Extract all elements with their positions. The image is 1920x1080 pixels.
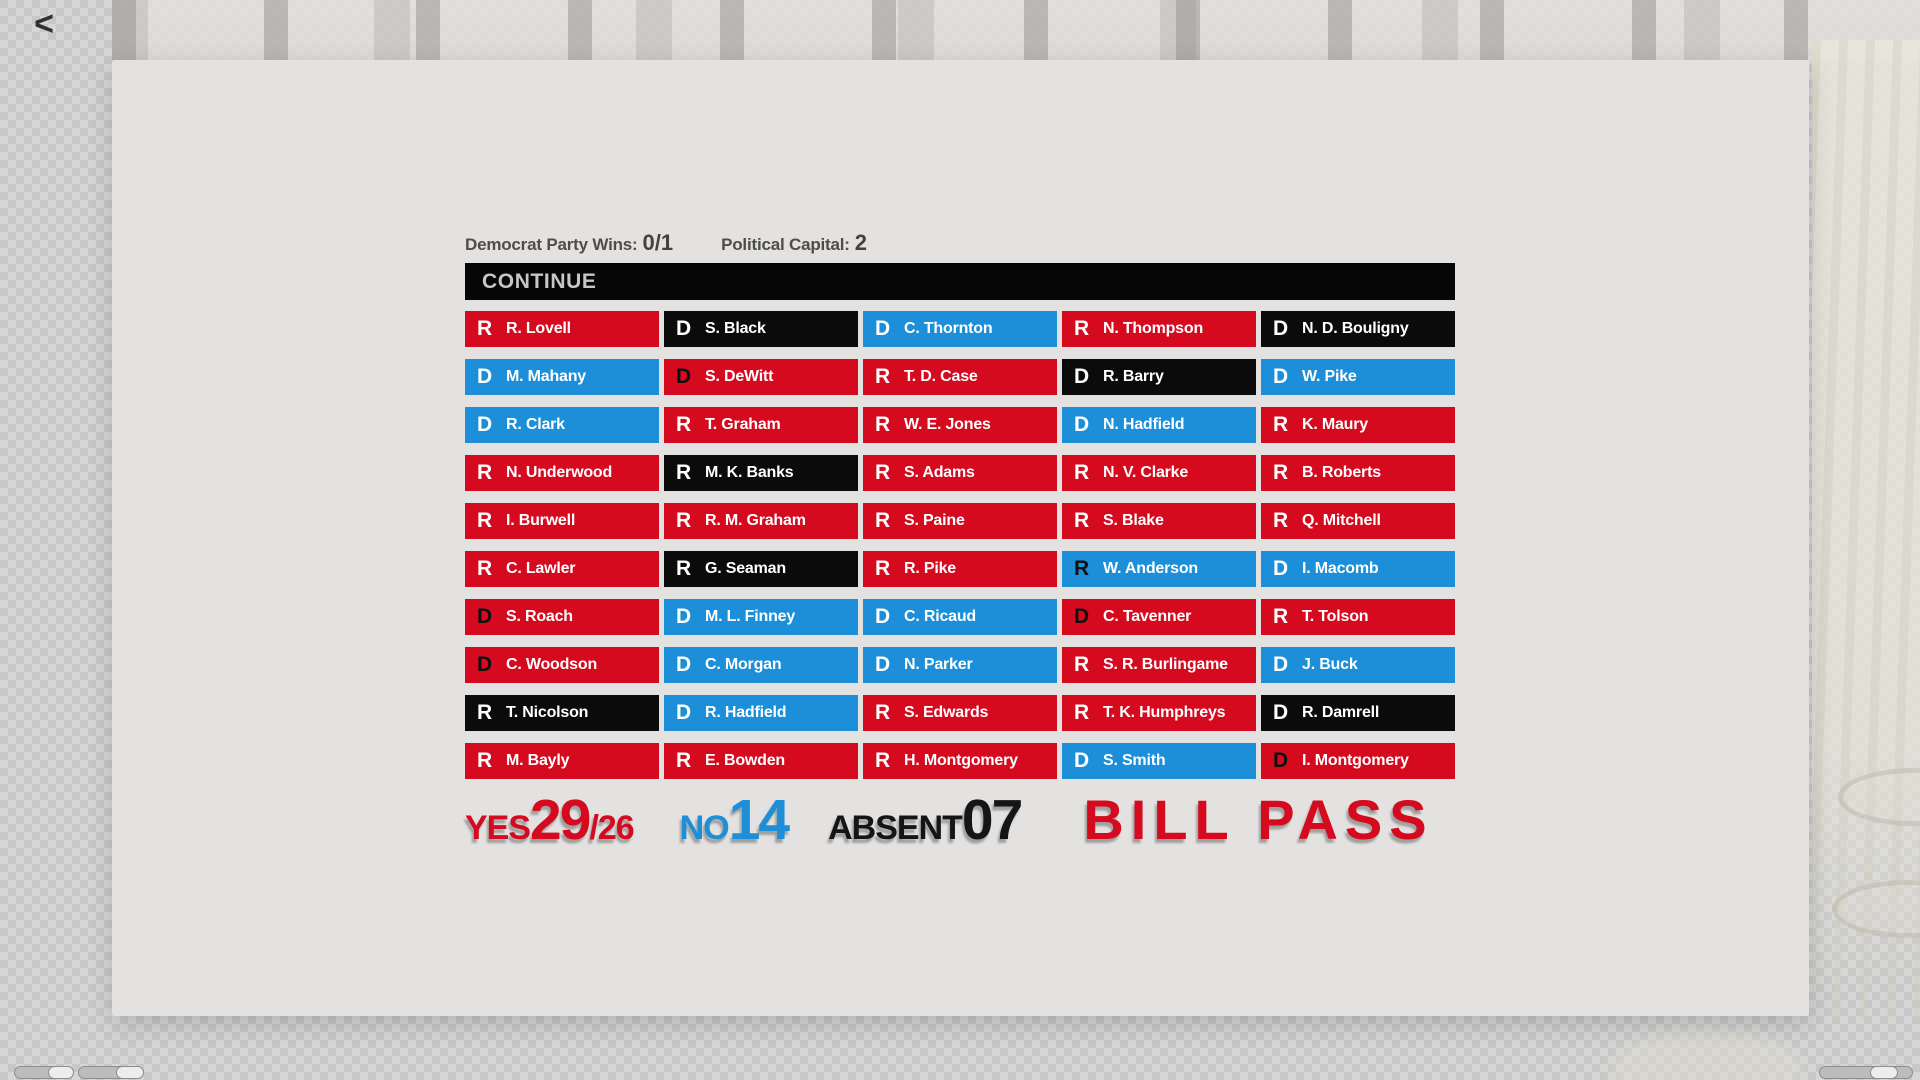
party-letter: R [1273,413,1288,436]
party-letter: R [875,557,890,580]
legislator-cell[interactable] [1261,455,1455,491]
legislator-cell[interactable] [1062,407,1256,443]
legislator-cell[interactable] [1261,647,1455,683]
political-capital-value: 2 [854,230,868,255]
party-letter: R [1074,317,1089,340]
vote-totals [465,788,1455,852]
legislator-cell[interactable] [465,455,659,491]
curtain-backdrop-top [112,0,1920,62]
slider-thumb[interactable] [116,1066,144,1079]
party-letter: R [875,413,890,436]
legislator-name: N. V. Clarke [1103,464,1189,481]
legislator-cell[interactable] [863,503,1057,539]
party-letter: R [1074,653,1089,676]
legislator-cell[interactable] [863,695,1057,731]
party-letter: D [477,413,492,436]
curtain-backdrop-right [1812,40,1920,1020]
legislator-name: R. M. Graham [705,512,806,529]
legislator-name: W. Pike [1302,368,1357,385]
legislator-name: N. D. Bouligny [1302,320,1409,337]
yes-count: 29 [530,788,590,852]
party-letter: R [1273,605,1288,628]
legislator-name: S. Adams [904,464,975,481]
party-letter: D [1273,701,1288,724]
party-letter: R [1074,461,1089,484]
party-letter: R [875,461,890,484]
political-capital-label: Political Capital: [721,235,850,254]
legislator-name: S. Blake [1103,512,1164,529]
legislator-name: R. Lovell [506,320,571,337]
legislator-name: H. Montgomery [904,752,1018,769]
absent-count: 07 [961,788,1022,852]
no-count: 14 [728,788,789,852]
legislator-cell[interactable] [863,455,1057,491]
party-letter: R [875,509,890,532]
legislator-name: W. Anderson [1103,560,1198,577]
legislator-name: S. Edwards [904,704,989,721]
legislator-name: W. E. Jones [904,416,991,433]
party-letter: R [477,557,492,580]
legislator-name: I. Macomb [1302,560,1379,577]
back-button[interactable] [22,2,66,46]
party-letter: D [477,605,492,628]
legislator-name: C. Lawler [506,560,576,577]
legislator-cell[interactable] [664,359,858,395]
party-letter: R [875,749,890,772]
legislator-name: R. Pike [904,560,956,577]
yes-threshold: /26 [589,809,634,847]
party-letter: R [477,509,492,532]
legislator-cell[interactable] [465,743,659,779]
party-letter: D [477,365,492,388]
party-letter: D [875,653,890,676]
legislator-name: S. DeWitt [705,368,774,385]
party-letter: D [1273,317,1288,340]
legislator-cell[interactable] [863,407,1057,443]
party-letter: R [477,461,492,484]
party-letter: R [1074,557,1089,580]
legislator-cell[interactable] [664,599,858,635]
legislator-name: C. Morgan [705,656,782,673]
legislator-name: E. Bowden [705,752,785,769]
party-letter: R [477,317,492,340]
legislator-cell[interactable] [664,503,858,539]
party-letter: R [1273,461,1288,484]
party-letter: R [676,509,691,532]
legislator-cell[interactable] [1261,695,1455,731]
party-letter: D [1273,653,1288,676]
no-label: NO [679,809,729,847]
party-letter: D [1074,365,1089,388]
legislator-name: C. Ricaud [904,608,976,625]
party-letter: D [1074,749,1089,772]
party-letter: D [676,701,691,724]
legislator-cell[interactable] [1062,359,1256,395]
legislator-cell[interactable] [664,311,858,347]
column-foot-shadow [1612,1030,1802,1080]
legislator-cell[interactable] [863,551,1057,587]
continue-button[interactable]: CONTINUE [465,263,1455,300]
legislator-cell[interactable] [465,599,659,635]
legislator-cell[interactable] [664,695,858,731]
party-letter: D [1273,557,1288,580]
legislator-cell[interactable] [1261,503,1455,539]
legislator-cell[interactable] [1062,311,1256,347]
legislator-cell[interactable] [1062,743,1256,779]
legislator-name: N. Hadfield [1103,416,1185,433]
bottom-left-slider-1[interactable] [14,1066,74,1079]
legislator-name: S. R. Burlingame [1103,656,1228,673]
party-letter: D [875,317,890,340]
legislator-name: R. Barry [1103,368,1164,385]
legislator-cell[interactable] [863,311,1057,347]
legislator-cell[interactable] [664,743,858,779]
legislator-name: R. Hadfield [705,704,787,721]
party-wins-label: Democrat Party Wins: [465,235,638,254]
legislator-name: M. L. Finney [705,608,796,625]
party-letter: R [1074,509,1089,532]
legislator-cell[interactable] [465,695,659,731]
legislator-name: S. Smith [1103,752,1166,769]
legislator-name: I. Montgomery [1302,752,1409,769]
party-letter: D [477,653,492,676]
party-letter: D [676,317,691,340]
legislator-cell[interactable] [1062,455,1256,491]
party-letter: D [676,605,691,628]
legislator-cell[interactable] [465,407,659,443]
legislator-name: T. K. Humphreys [1103,704,1226,721]
legislator-cell[interactable] [863,743,1057,779]
party-letter: R [477,749,492,772]
legislator-name: T. Graham [705,416,781,433]
legislator-name: R. Damrell [1302,704,1380,721]
slider-thumb[interactable] [1870,1066,1898,1079]
party-letter: D [1273,749,1288,772]
legislator-name: C. Thornton [904,320,993,337]
party-letter: R [1273,509,1288,532]
legislator-cell[interactable] [863,599,1057,635]
party-letter: R [1074,701,1089,724]
legislator-cell[interactable] [1261,311,1455,347]
legislator-cell[interactable] [1261,599,1455,635]
legislator-cell[interactable] [1261,551,1455,587]
party-letter: D [1273,365,1288,388]
party-letter: R [875,701,890,724]
legislator-cell[interactable] [465,647,659,683]
legislator-cell[interactable] [863,359,1057,395]
party-letter: R [676,413,691,436]
legislator-name: T. Tolson [1302,608,1369,625]
legislator-name: R. Clark [506,416,565,433]
legislator-name: S. Roach [506,608,573,625]
legislator-cell[interactable] [465,503,659,539]
legislator-cell[interactable] [465,359,659,395]
party-letter: R [875,365,890,388]
legislator-name: N. Thompson [1103,320,1204,337]
party-letter: R [676,749,691,772]
legislator-cell[interactable] [1261,407,1455,443]
legislator-name: J. Buck [1302,656,1358,673]
legislator-cell[interactable] [1062,599,1256,635]
legislator-name: N. Underwood [506,464,613,481]
session-stats [465,230,1455,254]
legislator-name: Q. Mitchell [1302,512,1381,529]
legislator-name: G. Seaman [705,560,786,577]
legislator-name: M. Bayly [506,752,570,769]
legislator-name: C. Woodson [506,656,598,673]
back-arrow-icon: < [34,5,54,43]
party-letter: D [875,605,890,628]
bottom-left-slider-2[interactable] [78,1066,144,1079]
legislator-name: B. Roberts [1302,464,1381,481]
legislator-name: M. K. Banks [705,464,794,481]
party-letter: D [676,365,691,388]
bottom-right-slider[interactable] [1819,1066,1913,1079]
party-letter: R [477,701,492,724]
party-wins-value: 0/1 [642,230,674,255]
legislator-cell[interactable] [465,311,659,347]
legislator-cell[interactable] [664,647,858,683]
legislator-cell[interactable] [465,551,659,587]
legislator-cell[interactable] [1062,503,1256,539]
party-letter: D [676,653,691,676]
absent-label: ABSENT [828,809,962,847]
legislator-cell[interactable] [664,455,858,491]
legislator-name: S. Paine [904,512,965,529]
legislator-name: N. Parker [904,656,973,673]
legislator-name: T. Nicolson [506,704,589,721]
legislator-name: M. Mahany [506,368,586,385]
bill-result-text: BILL PASS [1083,788,1434,851]
slider-thumb[interactable] [48,1066,74,1079]
legislator-name: C. Tavenner [1103,608,1192,625]
legislator-grid [465,311,1455,779]
party-letter: R [676,461,691,484]
legislator-name: S. Black [705,320,766,337]
yes-label: YES [465,809,531,847]
legislator-cell[interactable] [863,647,1057,683]
legislator-name: T. D. Case [904,368,978,385]
legislator-cell[interactable] [1062,551,1256,587]
party-letter: D [1074,413,1089,436]
legislator-cell[interactable] [1261,743,1455,779]
vote-results-content [465,230,1455,852]
legislator-cell[interactable] [1261,359,1455,395]
party-letter: D [1074,605,1089,628]
legislator-name: K. Maury [1302,416,1368,433]
legislator-cell[interactable] [664,407,858,443]
legislator-name: I. Burwell [506,512,576,529]
legislator-cell[interactable] [1062,647,1256,683]
legislator-cell[interactable] [664,551,858,587]
party-letter: R [676,557,691,580]
legislator-cell[interactable] [1062,695,1256,731]
